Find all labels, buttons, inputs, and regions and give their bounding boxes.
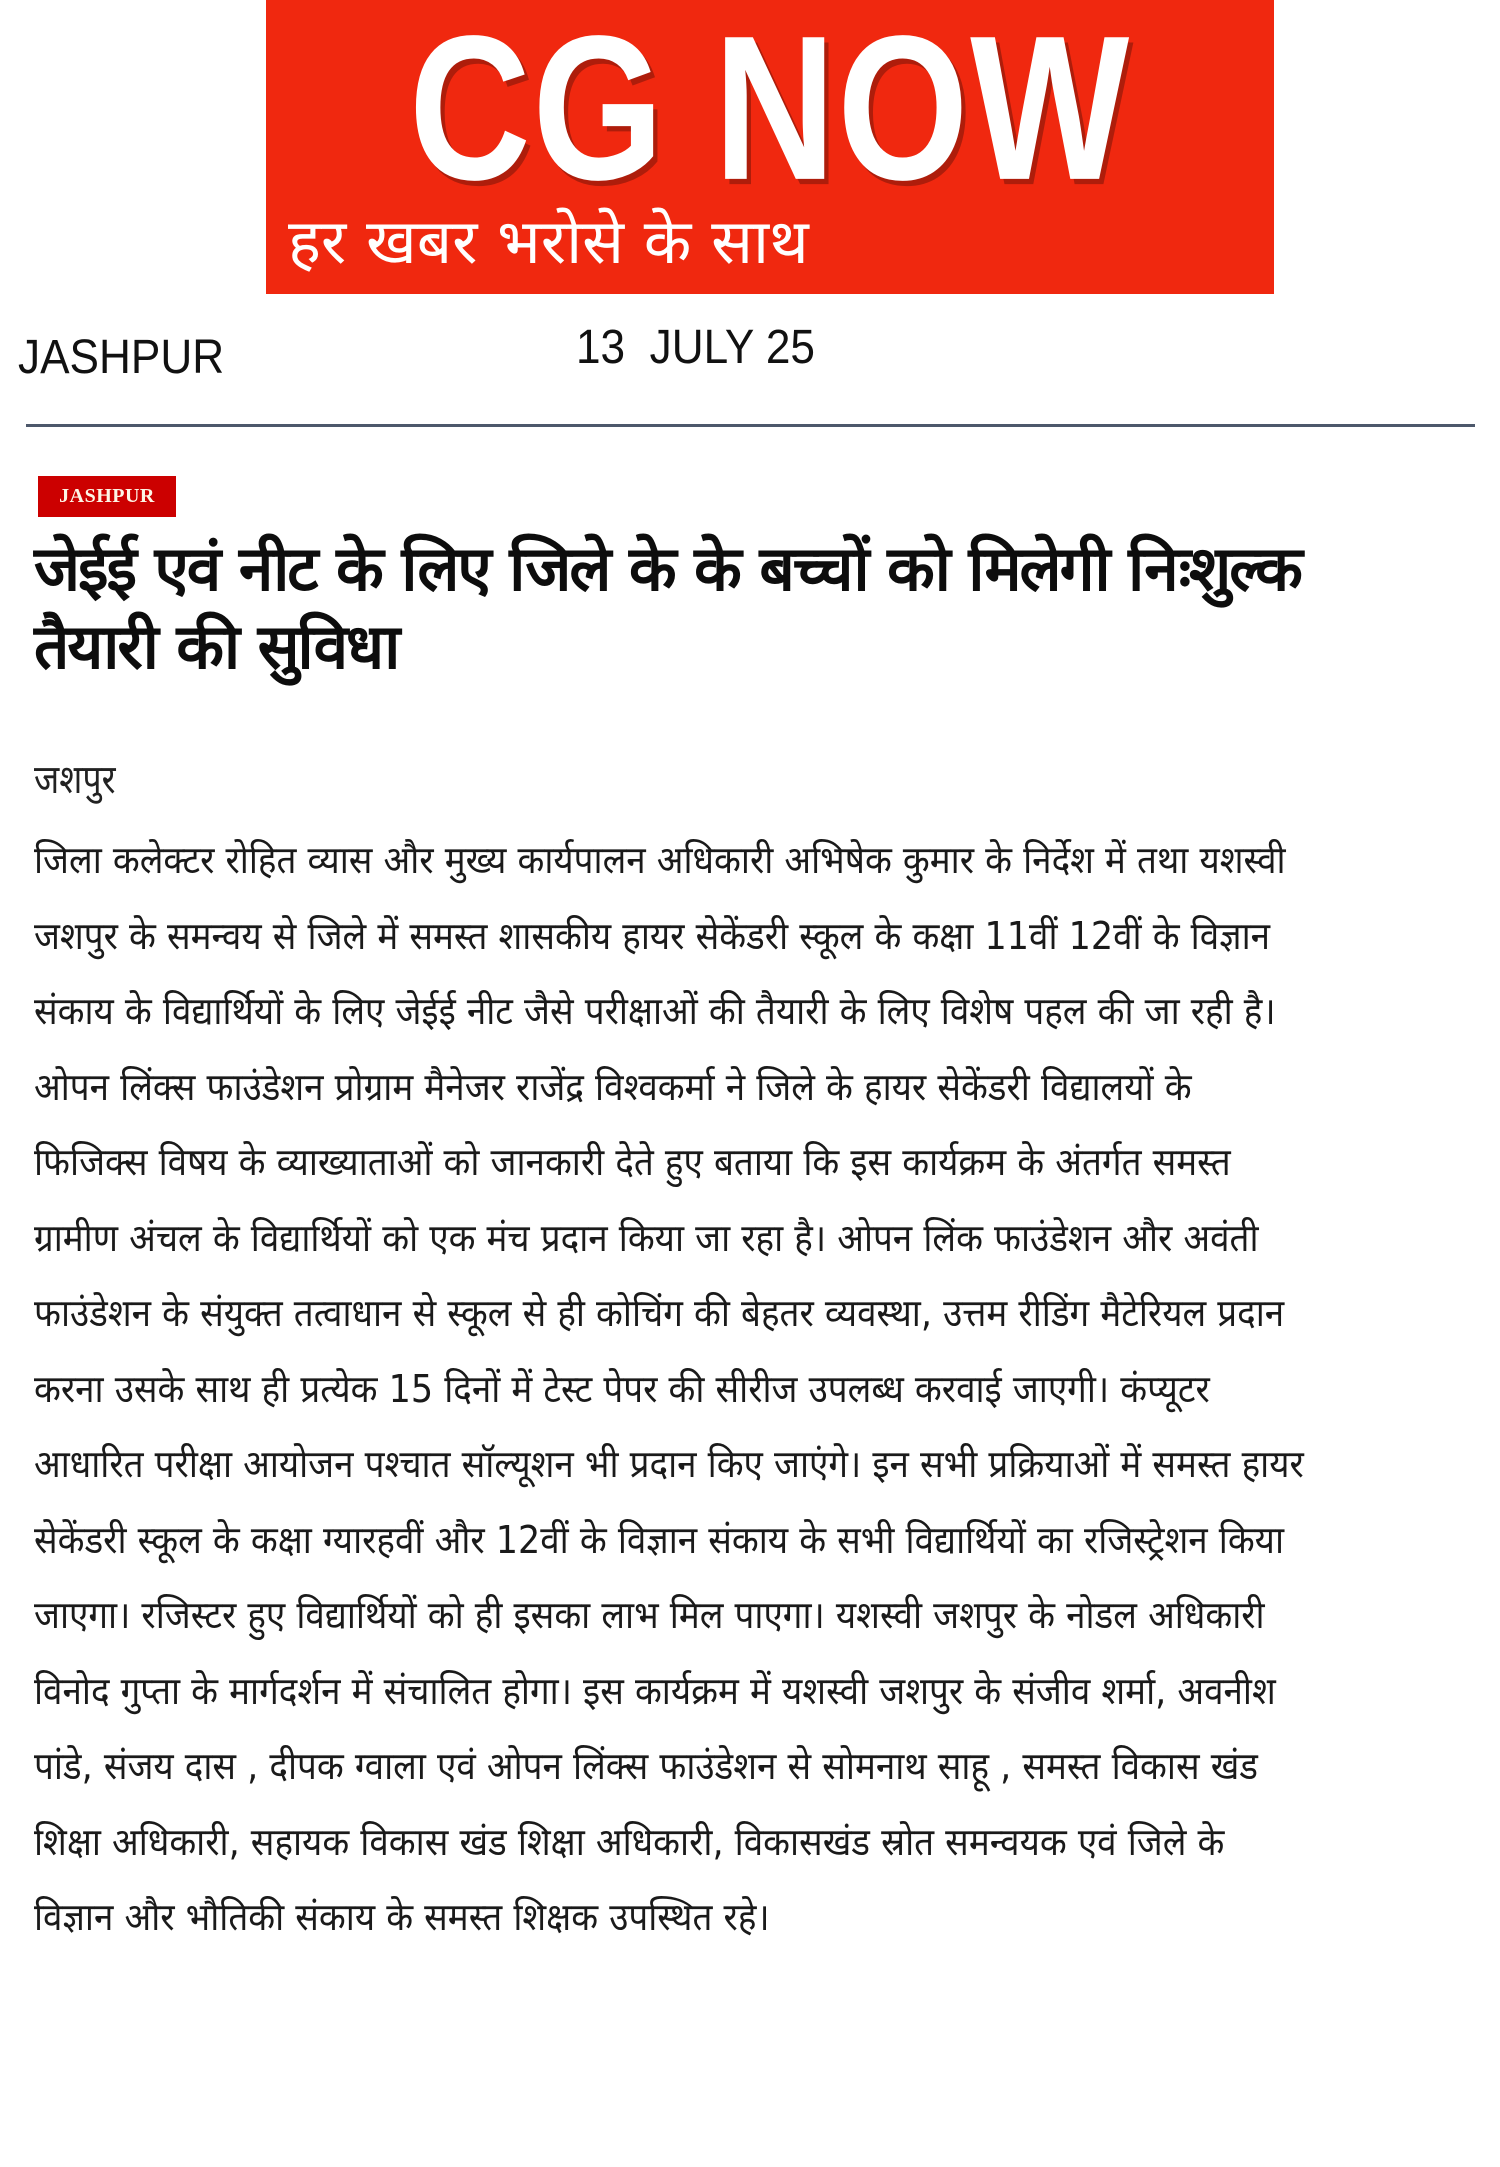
logo-title: CG NOW <box>409 0 1131 223</box>
article-headline <box>34 530 1474 686</box>
body-line: फिजिक्स विषय के व्याख्याताओं को जानकारी देते हुए बताया कि इस कार्यक्रम के अंतर्गत समस्त <box>34 1140 1231 1184</box>
body-line: विनोद गुप्ता के मार्गदर्शन में संचालित होगा। इस कार्यक्रम में यशस्वी जशपुर के संजीव शर्मा, अवनीश <box>34 1668 1276 1713</box>
body-line: पांडे, संजय दास , दीपक ग्वाला एवं ओपन लिंक्स फाउंडेशन से सोमनाथ साहू , समस्त विकास खंड <box>34 1744 1259 1788</box>
body-line: ग्रामीण अंचल के विद्यार्थियों को एक मंच प्रदान किया जा रहा है। ओपन लिंक फाउंडेशन और अवंती <box>34 1215 1259 1260</box>
article-body <box>34 823 1474 1956</box>
body-line: करना उसके साथ ही प्रत्येक 15 दिनों में टेस्ट पेपर की सीरीज उपलब्ध करवाई जाएगी। कंप्यूटर <box>34 1366 1210 1411</box>
header-divider <box>26 424 1475 427</box>
category-tag: JASHPUR <box>38 476 176 517</box>
body-line: जिला कलेक्टर रोहित व्यास और मुख्य कार्यपालन अधिकारी अभिषेक कुमार के निर्देश में तथा यशस्वी <box>34 838 1286 882</box>
body-line: जाएगा। रजिस्टर हुए विद्यार्थियों को ही इसका लाभ मिल पाएगा। यशस्वी जशपुर के नोडल अधिकारी <box>34 1593 1265 1637</box>
article-dateline: जशपुर <box>34 757 116 803</box>
headline-line-1: जेईई एवं नीट के लिए जिले के के बच्चों को मिलेगी निःशुल्क <box>34 532 1301 605</box>
headline-line-2: तैयारी की सुविधा <box>34 610 399 683</box>
body-line: आधारित परीक्षा आयोजन पश्चात सॉल्यूशन भी प्रदान किए जाएंगे। इन सभी प्रक्रियाओं में समस्त हायर <box>34 1442 1304 1486</box>
body-line: ओपन लिंक्स फाउंडेशन प्रोग्राम मैनेजर राजेंद्र विश्वकर्मा ने जिले के हायर सेकेंडरी विद्यालयों के <box>34 1064 1192 1109</box>
body-line: विज्ञान और भौतिकी संकाय के समस्त शिक्षक उपस्थित रहे। <box>34 1895 770 1939</box>
body-line: संकाय के विद्यार्थियों के लिए जेईई नीट जैसे परीक्षाओं की तैयारी के लिए विशेष पहल की जा रही है। <box>34 989 1276 1033</box>
header-place: JASHPUR <box>18 331 225 384</box>
body-line: फाउंडेशन के संयुक्त तत्वाधान से स्कूल से ही कोचिंग की बेहतर व्यवस्था, उत्तम रीडिंग मैटेरियल प्रदान <box>34 1291 1285 1335</box>
body-line: जशपुर के समन्वय से जिले में समस्त शासकीय हायर सेकेंडरी स्कूल के कक्षा 11वीं 12वीं के विज्ञान <box>34 913 1271 958</box>
body-line: सेकेंडरी स्कूल के कक्षा ग्यारहवीं और 12वीं के विज्ञान संकाय के सभी विद्यार्थियों का रजिस्ट्रेशन किया <box>34 1517 1285 1562</box>
body-line: शिक्षा अधिकारी, सहायक विकास खंड शिक्षा अधिकारी, विकासखंड स्रोत समन्वयक एवं जिले के <box>34 1819 1225 1864</box>
cg-now-logo <box>266 0 1274 294</box>
logo-tagline: हर खबर भरोसे के साथ <box>288 205 809 278</box>
header-date: 13 JULY 25 <box>576 321 815 374</box>
